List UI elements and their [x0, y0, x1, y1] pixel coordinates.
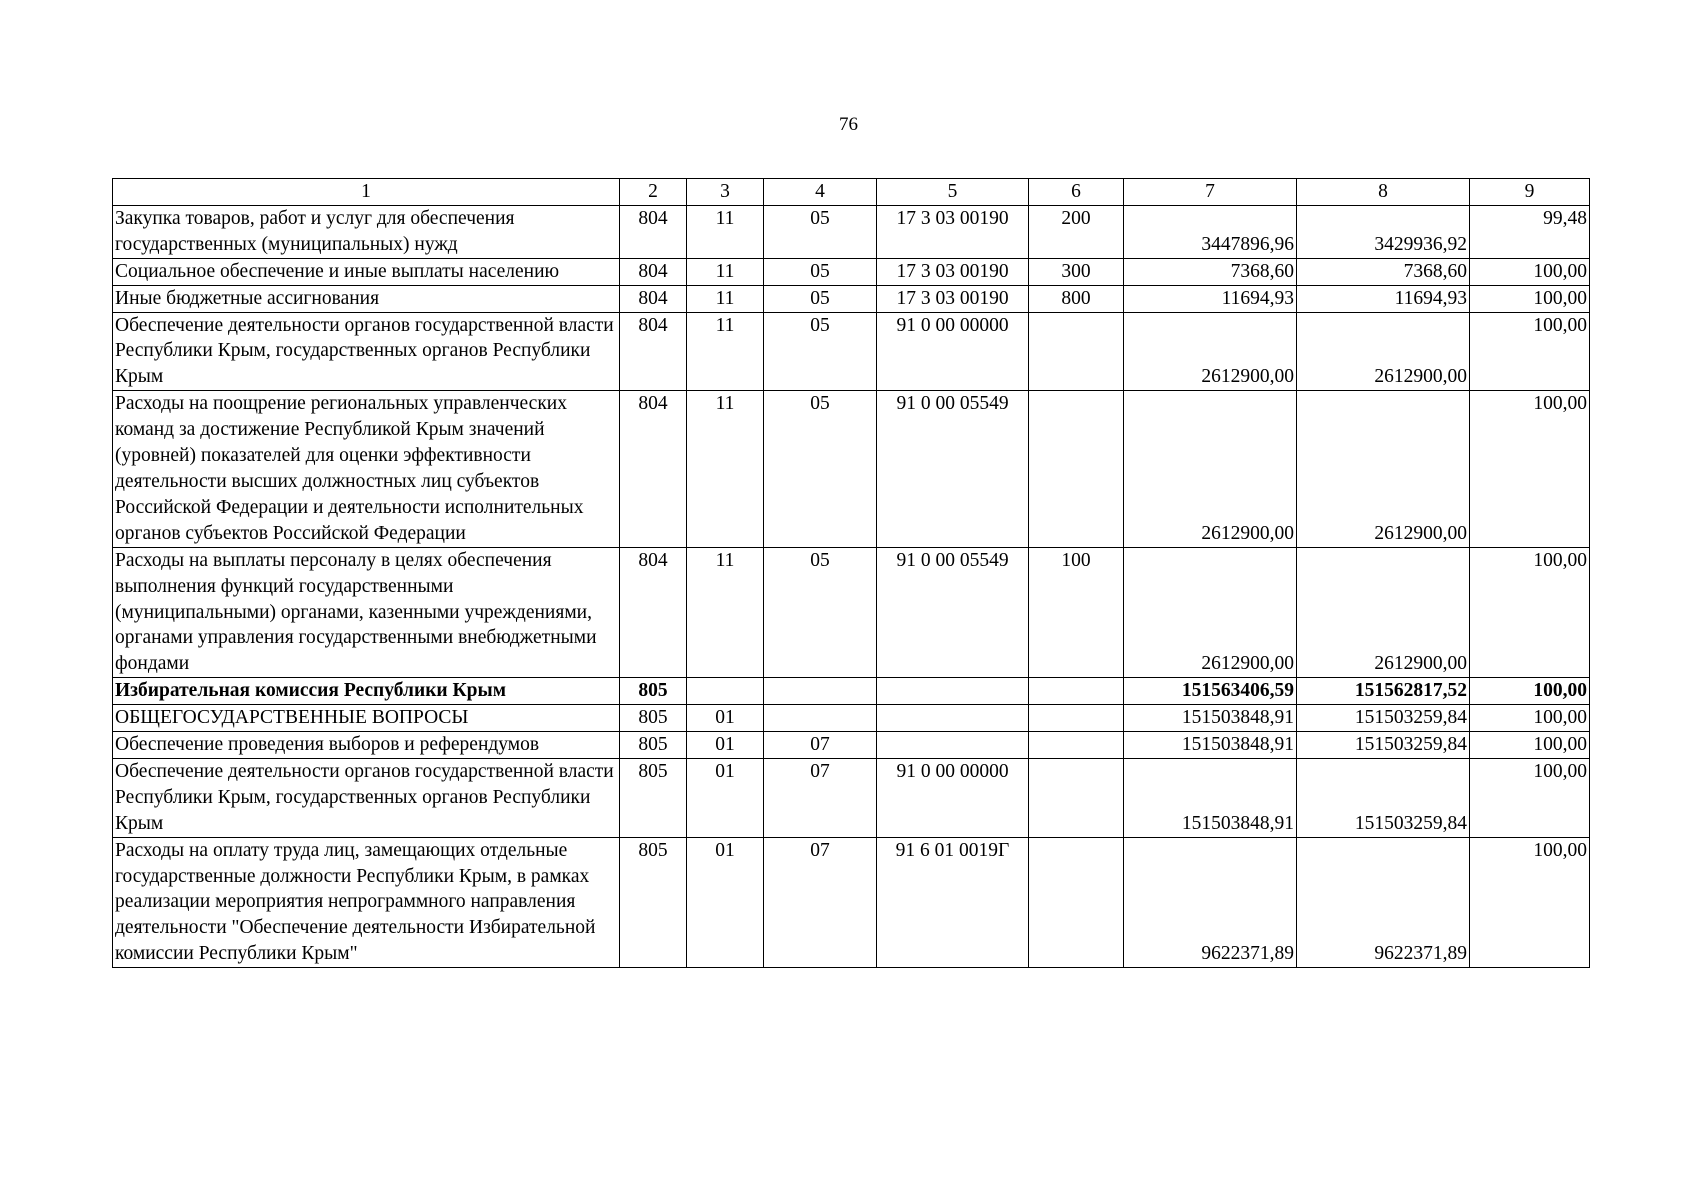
row-col-8: 9622371,89 [1297, 837, 1470, 968]
row-col-9: 100,00 [1470, 285, 1590, 312]
row-col-4 [764, 678, 877, 705]
row-col-7: 2612900,00 [1124, 312, 1297, 391]
row-col-5: 91 0 00 05549 [877, 391, 1029, 547]
row-col-5: 91 0 00 05549 [877, 547, 1029, 678]
row-col-7: 151503848,91 [1124, 705, 1297, 732]
row-col-7: 3447896,96 [1124, 205, 1297, 258]
table-row [113, 258, 1590, 285]
header-col-1: 1 [113, 179, 620, 206]
row-col-2: 804 [620, 285, 687, 312]
row-col-6: 200 [1029, 205, 1124, 258]
row-col-9: 100,00 [1470, 732, 1590, 759]
row-col-3: 11 [687, 285, 764, 312]
row-col-5: 91 0 00 00000 [877, 758, 1029, 837]
row-name: Обеспечение деятельности органов государственной власти Республики Крым, государственных органов Республики Крым [113, 312, 620, 391]
row-col-2: 804 [620, 312, 687, 391]
header-col-9: 9 [1470, 179, 1590, 206]
table-row [113, 312, 1590, 391]
table-row [113, 758, 1590, 837]
row-col-9: 99,48 [1470, 205, 1590, 258]
row-col-8: 2612900,00 [1297, 312, 1470, 391]
row-col-6: 100 [1029, 547, 1124, 678]
row-col-2: 804 [620, 258, 687, 285]
row-col-7: 11694,93 [1124, 285, 1297, 312]
row-col-6 [1029, 837, 1124, 968]
row-col-2: 805 [620, 837, 687, 968]
table-row [113, 732, 1590, 759]
row-col-7: 2612900,00 [1124, 391, 1297, 547]
row-col-4: 05 [764, 547, 877, 678]
table-row [113, 705, 1590, 732]
header-col-6: 6 [1029, 179, 1124, 206]
row-name: Иные бюджетные ассигнования [113, 285, 620, 312]
row-col-4: 05 [764, 285, 877, 312]
row-col-6 [1029, 732, 1124, 759]
row-col-8: 11694,93 [1297, 285, 1470, 312]
row-col-9: 100,00 [1470, 758, 1590, 837]
row-col-2: 805 [620, 705, 687, 732]
row-name: Расходы на поощрение региональных управленческих команд за достижение Республикой Крым значений (уровней) показателей для оценки эффективности деятельности высших должностных лиц субъектов Российской Федерации и деятельности исполнительных органов субъектов Российской Федерации [113, 391, 620, 547]
row-col-2: 805 [620, 678, 687, 705]
table-body [113, 179, 1590, 968]
row-col-4: 07 [764, 837, 877, 968]
row-col-8: 7368,60 [1297, 258, 1470, 285]
row-col-5 [877, 732, 1029, 759]
table-row [113, 285, 1590, 312]
page-number: 76 [839, 114, 858, 135]
row-col-4: 05 [764, 205, 877, 258]
row-col-4: 07 [764, 732, 877, 759]
row-col-3: 11 [687, 205, 764, 258]
row-col-4: 05 [764, 391, 877, 547]
row-col-7: 151503848,91 [1124, 758, 1297, 837]
row-col-4: 05 [764, 312, 877, 391]
table-row [113, 205, 1590, 258]
row-col-7: 151563406,59 [1124, 678, 1297, 705]
row-col-3: 11 [687, 391, 764, 547]
row-col-5: 17 3 03 00190 [877, 285, 1029, 312]
row-col-2: 805 [620, 758, 687, 837]
row-col-2: 805 [620, 732, 687, 759]
row-col-2: 804 [620, 547, 687, 678]
row-col-6 [1029, 312, 1124, 391]
row-col-3: 01 [687, 732, 764, 759]
row-name: Обеспечение проведения выборов и референдумов [113, 732, 620, 759]
row-col-9: 100,00 [1470, 258, 1590, 285]
row-col-8: 3429936,92 [1297, 205, 1470, 258]
row-col-3: 11 [687, 258, 764, 285]
row-name: ОБЩЕГОСУДАРСТВЕННЫЕ ВОПРОСЫ [113, 705, 620, 732]
row-col-8: 151503259,84 [1297, 705, 1470, 732]
row-name: Социальное обеспечение и иные выплаты населению [113, 258, 620, 285]
row-col-7: 7368,60 [1124, 258, 1297, 285]
row-col-3: 01 [687, 837, 764, 968]
row-col-4: 07 [764, 758, 877, 837]
header-col-5: 5 [877, 179, 1029, 206]
row-name: Обеспечение деятельности органов государственной власти Республики Крым, государственных органов Республики Крым [113, 758, 620, 837]
row-col-7: 151503848,91 [1124, 732, 1297, 759]
row-col-6 [1029, 758, 1124, 837]
header-col-3: 3 [687, 179, 764, 206]
row-col-4 [764, 705, 877, 732]
row-col-5: 17 3 03 00190 [877, 205, 1029, 258]
row-col-8: 151562817,52 [1297, 678, 1470, 705]
row-col-9: 100,00 [1470, 312, 1590, 391]
row-col-6: 800 [1029, 285, 1124, 312]
row-col-3: 11 [687, 547, 764, 678]
row-col-6 [1029, 678, 1124, 705]
row-name: Расходы на выплаты персоналу в целях обеспечения выполнения функций государственными (муниципальными) органами, казенными учреждениями, органами управления государственными внебюджетными фондами [113, 547, 620, 678]
row-col-7: 9622371,89 [1124, 837, 1297, 968]
row-col-9: 100,00 [1470, 837, 1590, 968]
table-row [113, 391, 1590, 547]
row-col-3 [687, 678, 764, 705]
header-col-8: 8 [1297, 179, 1470, 206]
row-col-5 [877, 678, 1029, 705]
row-col-2: 804 [620, 391, 687, 547]
row-col-3: 11 [687, 312, 764, 391]
table-row [113, 678, 1590, 705]
row-col-9: 100,00 [1470, 547, 1590, 678]
row-col-5: 91 6 01 0019Г [877, 837, 1029, 968]
row-col-8: 151503259,84 [1297, 758, 1470, 837]
row-col-9: 100,00 [1470, 391, 1590, 547]
row-col-5: 17 3 03 00190 [877, 258, 1029, 285]
row-col-3: 01 [687, 758, 764, 837]
budget-table [112, 178, 1590, 968]
row-col-9: 100,00 [1470, 705, 1590, 732]
row-col-6: 300 [1029, 258, 1124, 285]
row-name: Расходы на оплату труда лиц, замещающих отдельные государственные должности Республики Крым, в рамках реализации мероприятия непрограммного направления деятельности "Обеспечение деятельности Избирательной комиссии Республики Крым" [113, 837, 620, 968]
row-col-6 [1029, 705, 1124, 732]
row-col-5: 91 0 00 00000 [877, 312, 1029, 391]
row-name: Избирательная комиссия Республики Крым [113, 678, 620, 705]
row-col-7: 2612900,00 [1124, 547, 1297, 678]
row-col-2: 804 [620, 205, 687, 258]
row-col-3: 01 [687, 705, 764, 732]
row-col-8: 151503259,84 [1297, 732, 1470, 759]
row-col-6 [1029, 391, 1124, 547]
header-col-7: 7 [1124, 179, 1297, 206]
row-col-9: 100,00 [1470, 678, 1590, 705]
row-name: Закупка товаров, работ и услуг для обеспечения государственных (муниципальных) нужд [113, 205, 620, 258]
row-col-8: 2612900,00 [1297, 547, 1470, 678]
header-col-4: 4 [764, 179, 877, 206]
header-row [113, 179, 1590, 206]
row-col-8: 2612900,00 [1297, 391, 1470, 547]
table-row [113, 547, 1590, 678]
table-row [113, 837, 1590, 968]
header-col-2: 2 [620, 179, 687, 206]
row-col-4: 05 [764, 258, 877, 285]
row-col-5 [877, 705, 1029, 732]
